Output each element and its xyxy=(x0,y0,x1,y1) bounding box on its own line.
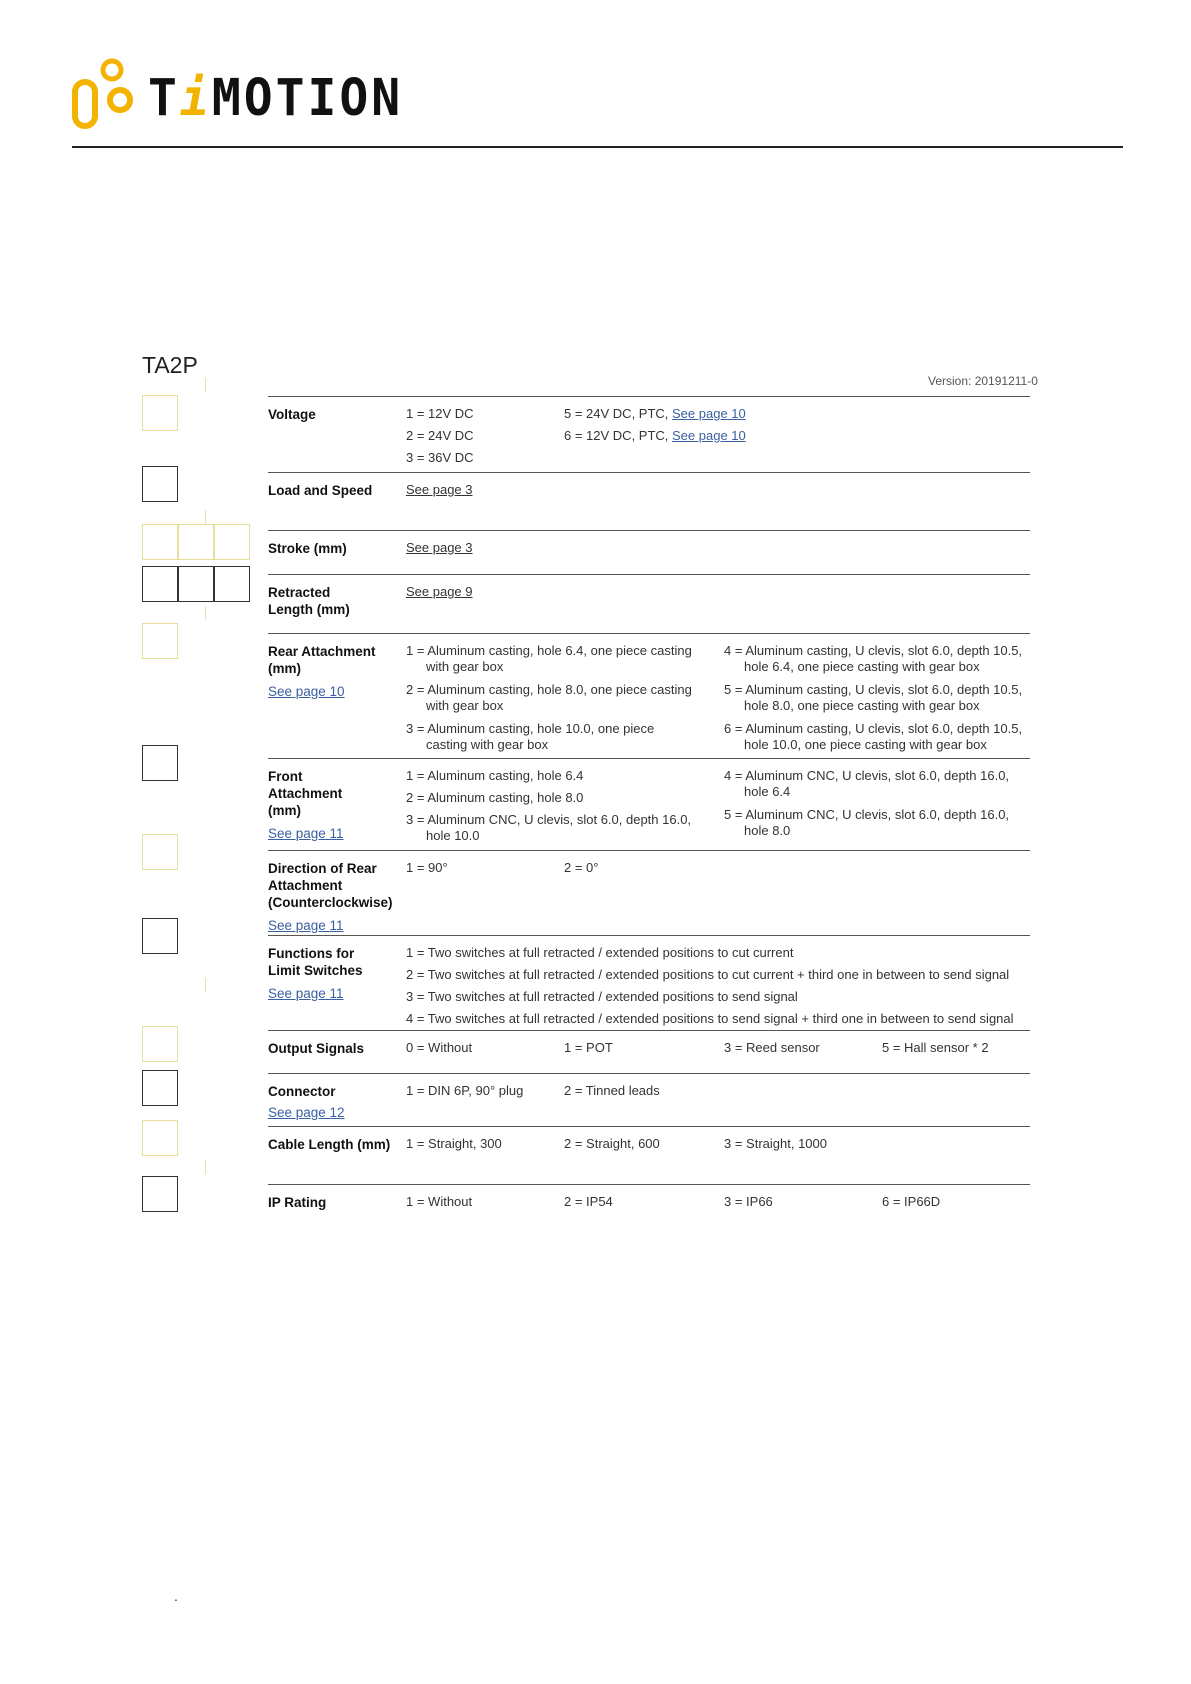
row-label: Rear Attachment (mm) xyxy=(268,644,376,676)
page-link[interactable]: See page 9 xyxy=(406,584,473,599)
code-box[interactable] xyxy=(142,566,178,602)
page-header xyxy=(72,52,1122,132)
option-item: 2 = Aluminum casting, hole 8.0 xyxy=(406,790,584,805)
option-item: 3 = Aluminum casting, hole 10.0, one piece casting with gear box xyxy=(406,721,655,752)
code-box[interactable] xyxy=(214,566,250,602)
option-item: 2 = Two switches at full retracted / extended positions to cut current + third one in between to send signal xyxy=(406,967,1010,982)
row-label: IP Rating xyxy=(268,1195,327,1210)
row-load-speed xyxy=(268,472,1030,530)
row-label: Load and Speed xyxy=(268,483,373,498)
code-box[interactable] xyxy=(142,745,178,781)
timotion-logo-icon xyxy=(72,56,138,134)
option-item: 2 = Aluminum casting, hole 8.0, one piece casting with gear box xyxy=(406,682,692,713)
row-limit-switches xyxy=(268,935,1030,1030)
option-item: 4 = Aluminum casting, U clevis, slot 6.0, depth 10.5, hole 6.4, one piece casting with gear box xyxy=(724,643,1023,674)
option-item: 5 = Aluminum CNC, U clevis, slot 6.0, depth 16.0, hole 8.0 xyxy=(724,807,1010,838)
code-box[interactable] xyxy=(142,1120,178,1156)
row-label-group xyxy=(268,643,378,700)
row-label: Voltage xyxy=(268,407,316,422)
row-front-attachment xyxy=(268,758,1030,850)
row-output-signals xyxy=(268,1030,1030,1073)
connector-tick xyxy=(205,378,206,392)
page-link[interactable]: See page 10 xyxy=(672,406,746,421)
row-label: Functions for Limit Switches xyxy=(268,946,363,978)
code-box[interactable] xyxy=(142,1026,178,1062)
option-item: 2 = Straight, 600 xyxy=(564,1136,660,1151)
row-cable-length xyxy=(268,1126,1030,1184)
options-rows xyxy=(268,396,1030,1224)
row-label: Retracted Length (mm) xyxy=(268,585,350,617)
option-item: 3 = Aluminum CNC, U clevis, slot 6.0, depth 16.0, hole 10.0 xyxy=(406,812,692,843)
code-box[interactable] xyxy=(142,524,178,560)
page-link[interactable]: See page 3 xyxy=(406,540,473,555)
option-item: 3 = Two switches at full retracted / extended positions to send signal xyxy=(406,989,798,1004)
option-item: 6 = 12V DC, PTC, See page 10 xyxy=(564,428,746,443)
code-boxes xyxy=(142,338,272,1238)
page-link[interactable]: See page 12 xyxy=(268,1105,345,1120)
option-item: 3 = Straight, 1000 xyxy=(724,1136,827,1151)
connector-tick xyxy=(205,606,206,620)
code-box[interactable] xyxy=(142,918,178,954)
option-item: 1 = Without xyxy=(406,1194,473,1209)
page-link[interactable]: See page 10 xyxy=(672,428,746,443)
option-item: 4 = Aluminum CNC, U clevis, slot 6.0, depth 16.0, hole 6.4 xyxy=(724,768,1010,799)
code-box[interactable] xyxy=(142,1176,178,1212)
code-box[interactable] xyxy=(178,524,214,560)
brand-wordmark: TiMOTION xyxy=(148,68,404,128)
option-item: 1 = 12V DC xyxy=(406,406,474,421)
option-item: 1 = Two switches at full retracted / extended positions to cut current xyxy=(406,945,794,960)
header-divider xyxy=(72,146,1123,148)
option-item: 3 = Reed sensor xyxy=(724,1040,820,1055)
code-box[interactable] xyxy=(142,623,178,659)
option-item: 2 = IP54 xyxy=(564,1194,613,1209)
row-label: Cable Length (mm) xyxy=(268,1137,391,1152)
connector-tick xyxy=(205,978,206,992)
option-item: 1 = Straight, 300 xyxy=(406,1136,502,1151)
option-item: 6 = IP66D xyxy=(882,1194,941,1209)
connector-tick xyxy=(205,510,206,524)
row-label-group xyxy=(268,1083,392,1121)
option-item: 2 = 24V DC xyxy=(406,428,474,443)
code-box[interactable] xyxy=(142,466,178,502)
version-label: Version: 20191211-0 xyxy=(928,374,1038,388)
code-box[interactable] xyxy=(214,524,250,560)
option-item: 1 = DIN 6P, 90° plug xyxy=(406,1083,524,1098)
option-item: 3 = IP66 xyxy=(724,1194,773,1209)
option-item: 2 = 0° xyxy=(564,860,599,875)
option-item: 1 = 90° xyxy=(406,860,448,875)
row-retracted-length xyxy=(268,574,1030,633)
option-item: 4 = Two switches at full retracted / extended positions to send signal + third one in between to send signal xyxy=(406,1011,1014,1026)
row-rear-attachment xyxy=(268,633,1030,758)
row-label: Connector xyxy=(268,1084,336,1099)
option-item: 5 = 24V DC, PTC, See page 10 xyxy=(564,406,746,421)
row-label: Stroke (mm) xyxy=(268,541,347,556)
option-item: 5 = Hall sensor * 2 xyxy=(882,1040,989,1055)
option-item: 1 = Aluminum casting, hole 6.4, one piece casting with gear box xyxy=(406,643,692,674)
page-link[interactable]: See page 3 xyxy=(406,482,473,497)
option-item: 0 = Without xyxy=(406,1040,473,1055)
model-title: TA2P xyxy=(142,352,198,378)
connector-tick xyxy=(205,1160,206,1174)
code-box[interactable] xyxy=(178,566,214,602)
row-label-group xyxy=(268,768,378,842)
row-stroke xyxy=(268,530,1030,574)
code-box[interactable] xyxy=(142,1070,178,1106)
option-item: 6 = Aluminum casting, U clevis, slot 6.0, depth 10.5, hole 10.0, one piece casting with gear box xyxy=(724,721,1023,752)
code-box[interactable] xyxy=(142,395,178,431)
option-item: 1 = POT xyxy=(564,1040,613,1055)
row-label: Front Attachment (mm) xyxy=(268,769,343,818)
row-label-group xyxy=(268,945,378,1002)
page-link[interactable]: See page 11 xyxy=(268,826,344,841)
option-item: 5 = Aluminum casting, U clevis, slot 6.0, depth 10.5, hole 8.0, one piece casting with gear box xyxy=(724,682,1023,713)
row-label-group xyxy=(268,860,392,934)
footer-mark: . xyxy=(174,1588,178,1604)
page-link[interactable]: See page 11 xyxy=(268,918,344,933)
option-item: 2 = Tinned leads xyxy=(564,1083,660,1098)
row-label: Direction of Rear Attachment (Counterclockwise) xyxy=(268,861,393,910)
option-item: 1 = Aluminum casting, hole 6.4 xyxy=(406,768,584,783)
row-voltage xyxy=(268,396,1030,472)
row-direction-rear xyxy=(268,850,1030,935)
row-label: Output Signals xyxy=(268,1041,364,1056)
row-connector xyxy=(268,1073,1030,1126)
option-item: 3 = 36V DC xyxy=(406,450,474,465)
page-link[interactable]: See page 11 xyxy=(268,986,344,1001)
row-ip-rating xyxy=(268,1184,1030,1224)
code-box[interactable] xyxy=(142,834,178,870)
page-link[interactable]: See page 10 xyxy=(268,684,345,699)
